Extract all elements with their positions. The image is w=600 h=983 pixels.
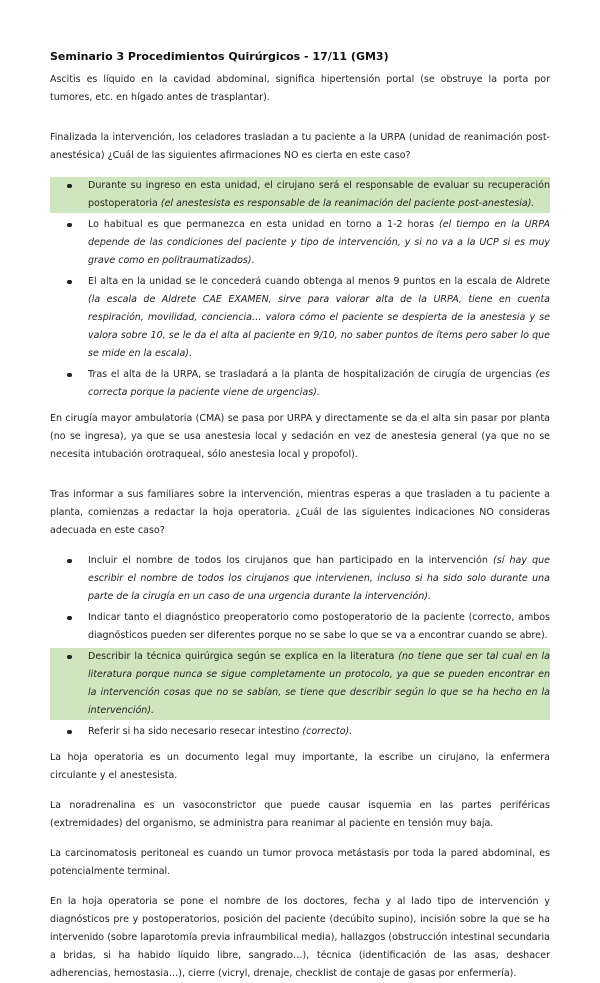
option-1-1 bbox=[50, 177, 550, 213]
option-text: El alta en la unidad se le concederá cuando obtenga al menos 9 puntos en la escala de Aldrete bbox=[88, 276, 550, 287]
option-note: (el anestesista es responsable de la reanimación del paciente post-anestesia). bbox=[160, 198, 535, 209]
question-2: Tras informar a sus familiares sobre la intervención, mientras esperas a que trasladen a tu paciente a planta, comienzas a redactar la hoja operatoria. ¿Cuál de las siguientes indicaciones NO consideras adecuada en este caso? bbox=[50, 489, 550, 536]
option-text: Lo habitual es que permanezca en esta unidad en torno a 1-2 horas bbox=[88, 219, 440, 230]
paragraph-carcinomatosis: La carcinomatosis peritoneal es cuando un tumor provoca metástasis por toda la pared abdominal, es potencialmente terminal. bbox=[50, 848, 550, 877]
option-text: Tras el alta de la URPA, se trasladará a la planta de hospitalización de cirugía de urgencias bbox=[88, 369, 536, 380]
option-2-4 bbox=[88, 723, 550, 741]
option-2-1 bbox=[88, 552, 550, 606]
option-text: Indicar tanto el diagnóstico preoperatorio como postoperatorio de la paciente (correcto, ambos diagnósticos pueden ser diferentes porque no se sabe lo que se va a encontrar cuando se abre). bbox=[88, 612, 550, 641]
option-note: (la escala de Aldrete CAE EXAMEN, sirve para valorar alta de la URPA, tiene en cuenta respiración, movilidad, conciencia… valora cómo el paciente se despierta de la anestesia y se valora sobre 10, se le da el alta al paciente en 9/10, no saber puntos de ítems pero saber lo que se mide en la escala). bbox=[88, 294, 550, 359]
question-1-options bbox=[50, 177, 550, 402]
option-note: (no tiene que ser tal cual en la literatura porque nunca se sigue completamente un protocolo, ya que se pueden encontrar en la intervención cosas que no se sabían, se tiene que describir según lo que se ha hecho en la intervención). bbox=[88, 651, 550, 716]
option-note: (es correcta porque la paciente viene de urgencias). bbox=[88, 369, 550, 398]
option-2-2 bbox=[88, 609, 550, 645]
cma-paragraph: En cirugía mayor ambulatoria (CMA) se pasa por URPA y directamente se da el alta sin pasar por planta (no se ingresa), ya que se usa anestesia local y sedación en vez de anestesia general (ya que no se necesita intubación orotraqueal, sólo anestesia local y propofol). bbox=[50, 413, 550, 460]
question-2-options bbox=[50, 552, 550, 741]
option-2-3 bbox=[50, 648, 550, 720]
question-1: Finalizada la intervención, los celadores trasladan a tu paciente a la URPA (unidad de reanimación post-anestésica) ¿Cuál de las siguientes afirmaciones NO es cierta en este caso? bbox=[50, 132, 550, 161]
paragraph-hoja-operatoria: La hoja operatoria es un documento legal muy importante, la escribe un cirujano, la enfermera circulante y el anestesista. bbox=[50, 752, 550, 781]
option-text: Referir si ha sido necesario resecar intestino bbox=[88, 726, 303, 737]
option-note: (el tiempo en la URPA depende de las condiciones del paciente y tipo de intervención, y si no va a la UCP si es muy grave como en politraumatizados). bbox=[88, 219, 550, 266]
intro-paragraph: Ascitis es líquido en la cavidad abdominal, significa hipertensión portal (se obstruye la porta por tumores, etc. en hígado antes de trasplantar). bbox=[50, 74, 550, 103]
option-1-3 bbox=[88, 273, 550, 363]
option-1-4 bbox=[88, 366, 550, 402]
option-text: Describir la técnica quirúrgica según se explica en la literatura bbox=[88, 651, 399, 662]
option-note: (correcto). bbox=[302, 726, 353, 737]
paragraph-contenido-hoja: En la hoja operatoria se pone el nombre de los doctores, fecha y al lado tipo de intervención y diagnósticos pre y postoperatorios, posición del paciente (decúbito supino), incisión sobre la que se ha intervenido (sobre laparotomía previa infraumbilical media), hallazgos (obstrucción intestinal secundaria a bridas, si ha habido líquido libre, sangrado…), técnica (identificación de las asas, deshacer adherencias, hemostasia…), cierre (vicryl, drenaje, checklist de contaje de gasas por enfermería). bbox=[50, 896, 550, 979]
option-text: Incluir el nombre de todos los cirujanos que han participado en la intervención bbox=[88, 555, 494, 566]
option-text: Durante su ingreso en esta unidad, el cirujano será el responsable de evaluar su recuperación postoperatoria bbox=[88, 180, 550, 209]
page-title: Seminario 3 Procedimientos Quirúrgicos - 17/11 (GM3) bbox=[50, 50, 389, 63]
option-note: (sí hay que escribir el nombre de todos los cirujanos que intervienen, incluso si ha sido solo durante una parte de la cirugía en un caso de una urgencia durante la intervención). bbox=[88, 555, 550, 602]
option-1-2 bbox=[88, 216, 550, 270]
paragraph-noradrenalina: La noradrenalina es un vasoconstrictor que puede causar isquemia en las partes periféricas (extremidades) del organismo, se administra para reanimar al paciente en tensión muy baja. bbox=[50, 800, 550, 829]
